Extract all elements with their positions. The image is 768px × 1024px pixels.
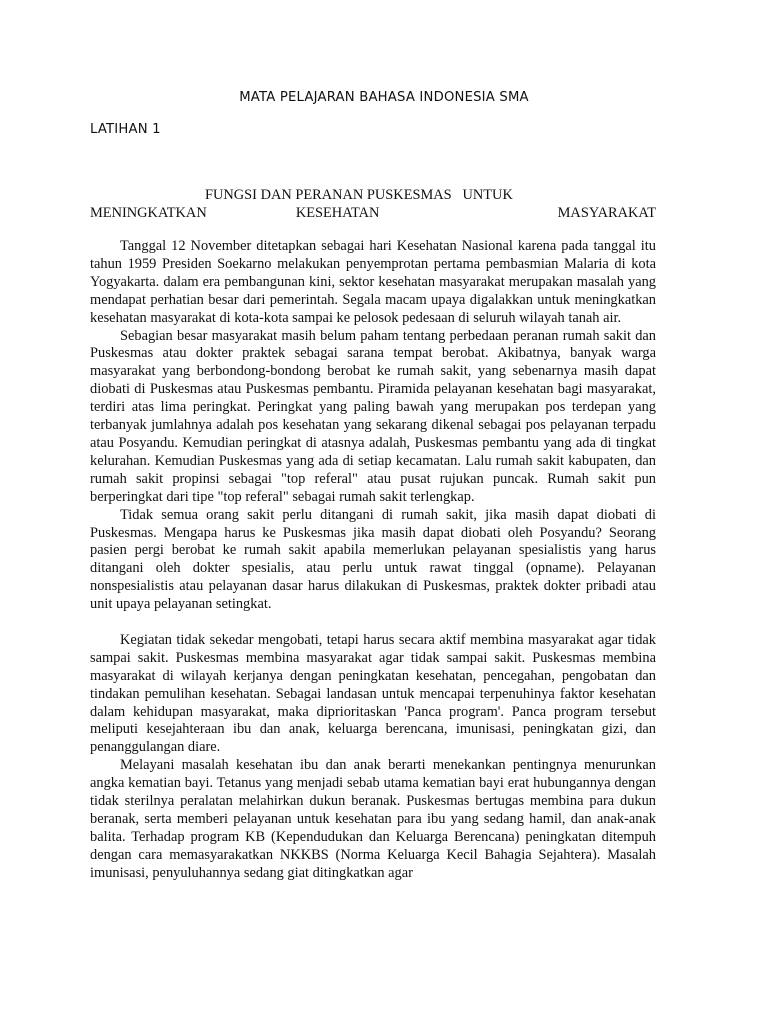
article-body <box>90 238 656 883</box>
paragraph-3: Tidak semua orang sakit perlu ditangani di rumah sakit, jika masih dapat diobati di Puskesmas. Mengapa harus ke Puskesmas jika masih dapat diobati oleh Posyandu? Seorang pasien pergi berobat ke rumah sakit apabila memerlukan pelayanan spesialistis yang harus ditangani oleh dokter spesialis, atau perlu untuk rawat tinggal (opname). Pelayanan nonspesialistis atau pelayanan dasar harus dilakukan di Puskesmas, praktek dokter pribadi atau unit upaya pelayanan setingkat. <box>90 506 656 613</box>
paragraph-2: Sebagian besar masyarakat masih belum paham tentang perbedaan peranan rumah sakit dan Puskesmas atau dokter praktek sebagai sarana tempat berobat. Akibatnya, banyak warga masyarakat yang berbondong-bondong berobat ke rumah sakit, yang sebenarnya masih dapat diobati di Puskesmas atau Puskesmas pembantu. Piramida pelayanan kesehatan bagi masyarakat, terdiri atas lima peringkat. Peringkat yang paling bawah yang merupakan pos terdepan yang terbanyak jumlahnya adalah pos kesehatan yang sekarang dikenal sebagai pos pelayanan terpadu atau Posyandu. Kemudian peringkat di atasnya adalah, Puskesmas pembantu yang ada di tingkat kelurahan. Kemudian Puskesmas yang ada di setiap kecamatan. Lalu rumah sakit kabupaten, dan rumah sakit propinsi sebagai "top referal" atau pusat rujukan puncak. Rumah sakit pun berperingkat dari tipe "top referal" sebagai rumah sakit terlengkap. <box>90 327 656 505</box>
paragraph-4: Kegiatan tidak sekedar mengobati, tetapi harus secara aktif membina masyarakat agar tidak sampai sakit. Puskesmas membina masyarakat agar tidak sampai sakit. Puskesmas membina masyarakat di wilayah kerjanya dengan peningkatan kesehatan, pencegahan, pengobatan dan tindakan pemulihan kesehatan. Sebagai landasan untuk mencapai terpenuhinya faktor kesehatan dalam kehidupan masyarakat, maka diprioritaskan 'Panca program'. Panca program tersebut meliputi kesejahteraan ibu dan anak, keluarga berencana, imunisasi, peningkatan gizi, dan penanggulangan diare. <box>90 631 656 756</box>
exercise-label: LATIHAN 1 <box>90 122 161 137</box>
article-heading-line-2: MENINGKATKAN KESEHATAN MASYARAKAT <box>90 205 656 221</box>
paragraph-5: Melayani masalah kesehatan ibu dan anak berarti menekankan pentingnya menurunkan angka kematian bayi. Tetanus yang menjadi sebab utama kematian bayi erat hubungannya dengan tidak sterilnya peralatan melahirkan dukun beranak. Puskesmas bertugas membina para dukun beranak, serta memberi pelayanan untuk kesehatan para ibu yang sedang hamil, dan anak-anak balita. Terhadap program KB (Kependudukan dan Keluarga Berencana) peningkatan ditempuh dengan cara memasyarakatkan NKKBS (Norma Keluarga Kecil Bahagia Sejahtera). Masalah imunisasi, penyuluhannya sedang giat ditingkatkan agar <box>90 757 656 881</box>
course-title: MATA PELAJARAN BAHASA INDONESIA SMA <box>239 90 529 105</box>
paragraph-1: Tanggal 12 November ditetapkan sebagai hari Kesehatan Nasional karena pada tanggal itu tahun 1959 Presiden Soekarno melakukan penyemprotan pertama pembasmian Malaria di kota Yogyakarta. dalam era pembangunan kini, sektor kesehatan masyarakat merupakan masalah yang mendapat perhatian besar dari pemerintah. Segala macam upaya digalakkan untuk meningkatkan kesehatan masyarakat di kota-kota sampai ke pelosok pedesaan di seluruh wilayah tanah air. <box>90 238 656 326</box>
article-heading-line-1: FUNGSI DAN PERANAN PUSKESMAS UNTUK <box>205 187 513 203</box>
